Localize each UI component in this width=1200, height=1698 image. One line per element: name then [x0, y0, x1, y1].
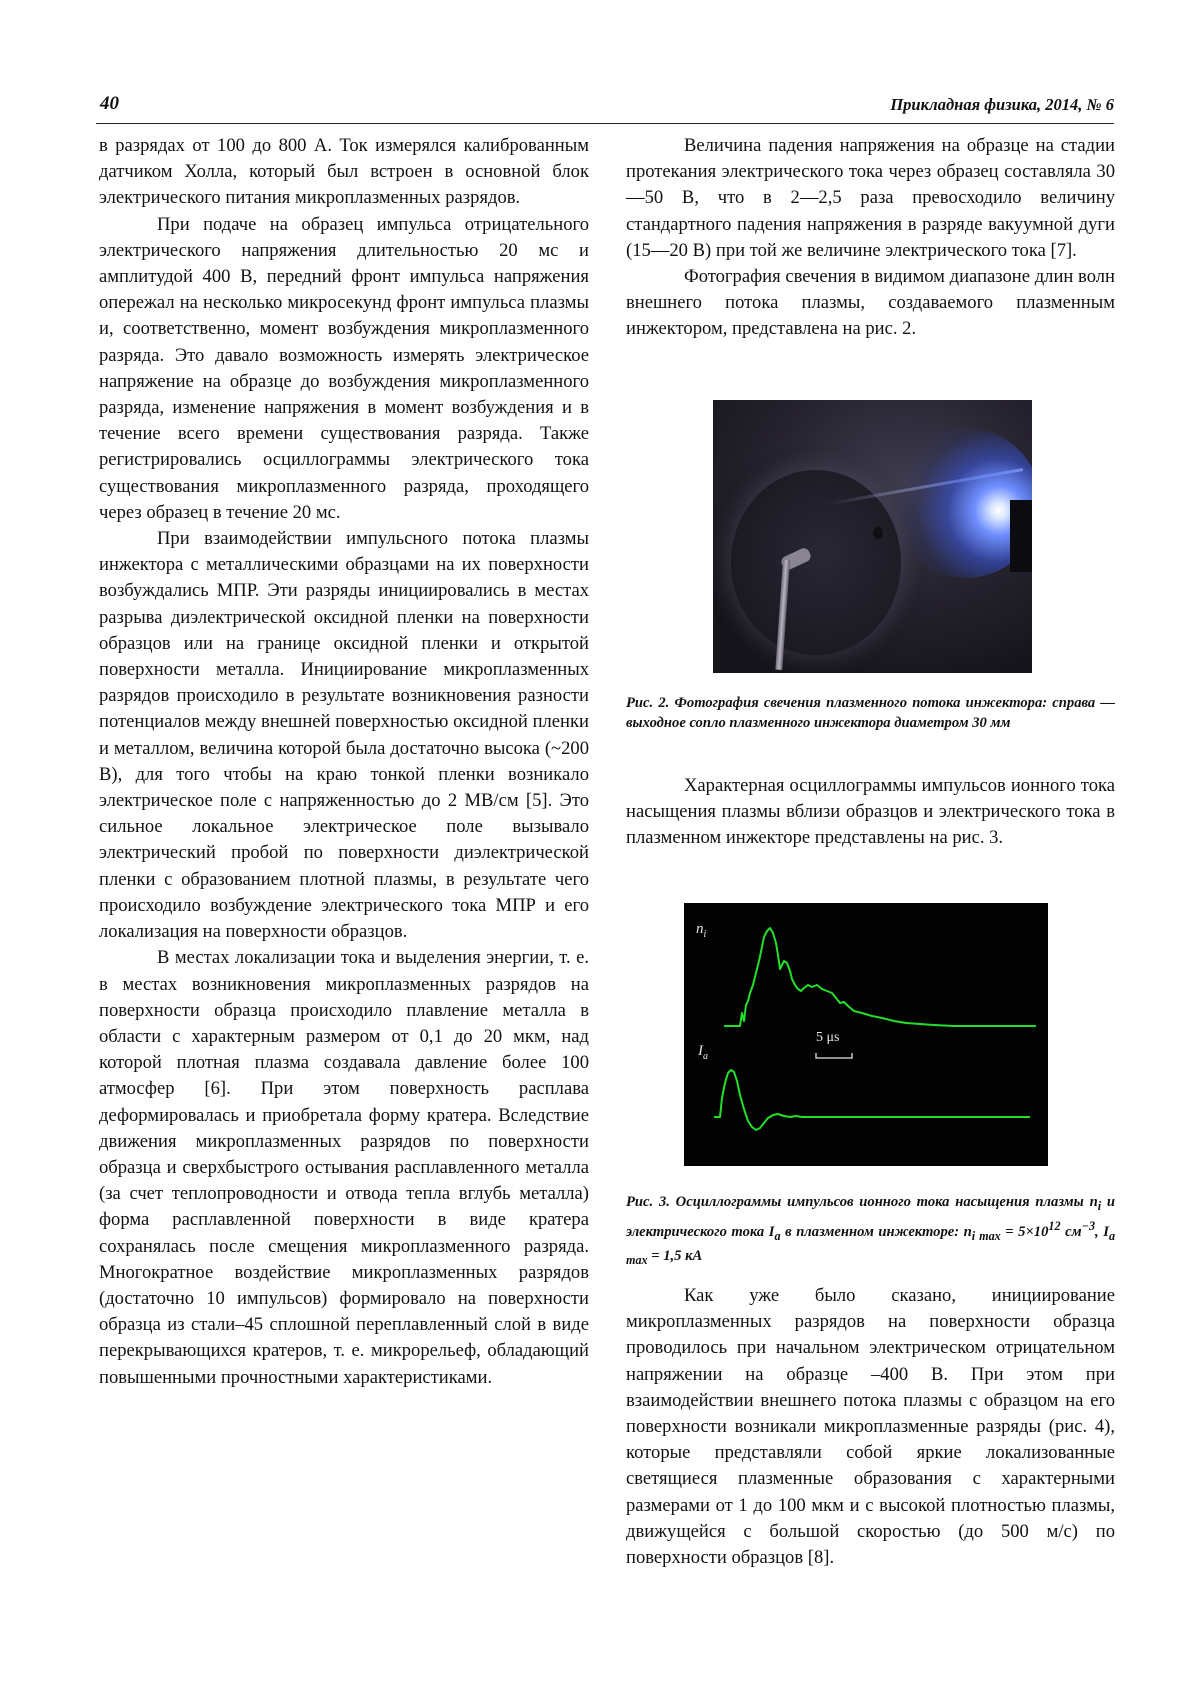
disk-hole	[873, 527, 883, 539]
plasma-glow-photo	[713, 400, 1032, 673]
right-column-top	[626, 133, 1115, 343]
page-header	[96, 91, 1114, 124]
ia-label: $I_a$	[698, 1043, 708, 1062]
right-column-bottom	[626, 1283, 1115, 1571]
time-scale-bar	[816, 1053, 852, 1058]
paragraph: Характерная осциллограммы импульсов ионного тока насыщения плазмы вблизи образцов и электрического тока в плазменном инжекторе представлены на рис. 3.	[626, 775, 1115, 849]
journal-title: Прикладная физика, 2014, № 6	[890, 95, 1114, 114]
injector-nozzle	[1010, 500, 1032, 572]
right-column-middle	[626, 773, 1115, 852]
paragraph: При взаимодействии импульсного потока плазмы инжектора с металлическими образцами на их поверхности возбуждались МПР. Эти разряды инициировались в местах разрыва диэлектрической оксидной пленки на поверхности образцов или на границе оксидной пленки и открытой поверхности металла. Инициирование микроплазменных разрядов происходило в результате возникновения разности потенциалов между внешней поверхностью оксидной пленки и металлом, величина которой была достаточно высока (~200 В), для того чтобы на краю тонкой пленки возникало электрическое поле с напряженностью до 2 МВ/см [5]. Это сильное локальное электрическое поле вызывало электрический пробой по поверхности диэлектрической пленки с образованием плотной плазмы, в результате чего происходило возбуждение электрического тока МПР и его локализация на поверхности образцов.	[99, 528, 589, 943]
oscillogram-figure	[684, 903, 1048, 1166]
paragraph: При подаче на образец импульса отрицательного электрического напряжения длительностью 20 мс и амплитудой 400 В, передний фронт импульса напряжения опережал на несколько микросекунд фронт импульса плазмы и, соответственно, момент возбуждения микроплазменного разряда. Это давало возможность измерять электрическое напряжение на образце до возбуждения микроплазменного разряда, изменение напряжения в момент возбуждения и в течение всего времени существования разряда. Также регистрировались осциллограммы электрического тока существования микроплазменного разряда, проходящего через образец в течение 20 мс.	[99, 213, 589, 523]
chamber-disk	[731, 470, 901, 655]
figure-2-caption: Рис. 2. Фотография свечения плазменного потока инжектора: справа — выходное сопло плазменного инжектора диаметром 30 мм	[626, 695, 1115, 731]
ni-label: $n_i$	[696, 921, 707, 940]
left-column	[99, 133, 589, 1391]
paragraph: В местах локализации тока и выделения энергии, т. е. в местах возникновения микроплазменных разрядов на поверхности образца происходило плавление металла в области с характерным размером от 0,1 до 20 мкм, над которой плотная плазма создавала давление более 100 атмосфер [6]. При этом поверхность расплава деформировалась и приобретала форму кратера. Вследствие движения микроплазменных разрядов по поверхности образца и сверхбыстрого остывания расплавленного металла (за счет теплопроводности и отвода тепла вглубь металла) форма расплавленной поверхности в виде кратера сохранялась после смещения микроплазменного разряда. Многократное воздействие микроплазменных разрядов (достаточно 10 импульсов) формировало на поверхности образца из стали–45 сплошной переплавленный слой в виде перекрывающихся кратеров, т. е. микрорельеф, обладающий повышенными прочностными характеристиками.	[99, 947, 589, 1388]
ion-current-trace	[724, 928, 1036, 1026]
paragraph: Фотография свечения в видимом диапазоне длин волн внешнего потока плазмы, создаваемого плазменным инжектором, представлена на рис. 2.	[626, 266, 1115, 340]
oscillogram-traces	[684, 903, 1048, 1166]
paragraph: Величина падения напряжения на образце на стадии протекания электрического тока через образец составляла 30—50 В, что в 2—2,5 раза превосходило величину стандартного падения напряжения в разряде вакуумной дуги (15—20 В) при той же величине электрического тока [7].	[626, 135, 1115, 261]
paragraph: в разрядах от 100 до 800 А. Ток измерялся калиброванным датчиком Холла, который был встроен в основной блок электрического питания микроплазменных разрядов.	[99, 135, 589, 209]
time-scale-label: 5 μs	[816, 1030, 840, 1045]
injector-current-trace	[714, 1070, 1030, 1130]
page-number: 40	[100, 93, 119, 114]
figure-3-caption: Рис. 3. Осциллограммы импульсов ионного тока насыщения плазмы $n_i$ и электрического тока $I_a$ в плазменном инжекторе: $n_{i max} = 5\times 10^{12}$ $см^{-3}$, $I_{a max} = 1,5$ кА	[626, 1194, 1116, 1267]
paragraph: Как уже было сказано, инициирование микроплазменных разрядов на поверхности образца проводилось при начальном электрическом отрицательном напряжении на образце –400 В. При этом при взаимодействии внешнего потока плазмы с образцом на его поверхности возникали микроплазменные разряды (рис. 4), которые представляли собой яркие локализованные светящиеся плазменные образования с характерными размерами от 1 до 100 мкм и с высокой плотностью плазмы, движущейся с большой скоростью (до 500 м/с) по поверхности образцов [8].	[626, 1285, 1115, 1569]
